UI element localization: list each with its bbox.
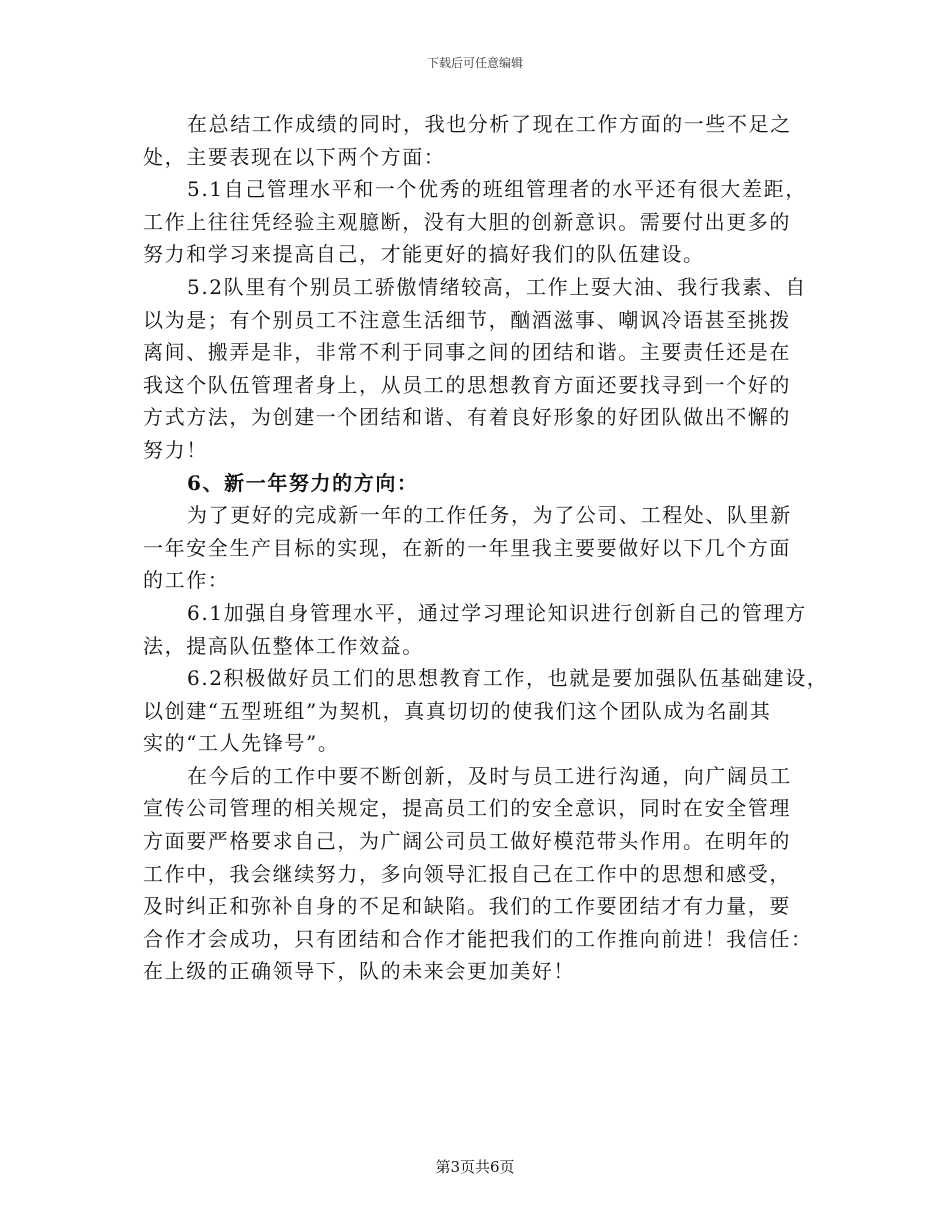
text-line: 在今后的工作中要不断创新，及时与员工进行沟通，向广阔员工 — [187, 763, 792, 788]
text-line: 努力！ — [143, 437, 208, 462]
text-line: 为了更好的完成新一年的工作任务，为了公司、工程处、队里新 — [187, 503, 792, 528]
text-line: 宣传公司管理的相关规定，提高员工们的安全意识，同时在安全管理 — [143, 796, 791, 821]
text-line: 在上级的正确领导下，队的未来会更加美好！ — [143, 959, 575, 984]
page-header: 下载后可任意编辑 — [426, 56, 523, 70]
text-line: 处，主要表现在以下两个方面： — [143, 144, 446, 169]
text-line: 6.2积极做好员工们的思想教育工作，也就是要加强队伍基础建设， — [187, 666, 829, 691]
text-line: 法，提高队伍整体工作效益。 — [143, 633, 424, 658]
text-line: 以为是；有个别员工不注意生活细节，酗酒滋事、嘲讽冷语甚至挑拨 — [143, 307, 791, 332]
text-line: 合作才会成功，只有团结和合作才能把我们的工作推向前进！我信任： — [143, 926, 813, 951]
text-line: 我这个队伍管理者身上，从员工的思想教育方面还要找寻到一个好的 — [143, 372, 791, 397]
section-heading: 6、新一年努力的方向： — [187, 470, 419, 495]
text-line: 工作中，我会继续努力，多向领导汇报自己在工作中的思想和感受， — [143, 861, 791, 886]
page-footer: 第3页共6页 — [435, 1158, 515, 1176]
text-line: 离间、搬弄是非，非常不利于同事之间的团结和谐。主要责任还是在 — [143, 340, 791, 365]
text-line: 方式方法，为创建一个团结和谐、有着良好形象的好团队做出不懈的 — [143, 405, 791, 430]
text-line: 努力和学习来提高自己，才能更好的搞好我们的队伍建设。 — [143, 242, 705, 267]
text-line: 实的“工人先锋号”。 — [143, 731, 340, 756]
text-line: 在总结工作成绩的同时，我也分析了现在工作方面的一些不足之 — [187, 112, 792, 136]
text-line: 以创建“五型班组”为契机，真真切切的使我们这个团队成为名副其 — [143, 698, 772, 723]
text-line: 6.1加强自身管理水平，通过学习理论知识进行创新自己的管理方 — [187, 600, 807, 625]
text-line: 及时纠正和弥补自身的不足和缺陷。我们的工作要团结才有力量，要 — [143, 894, 791, 919]
text-line: 方面要严格要求自己，为广阔公司员工做好模范带头作用。在明年的 — [143, 829, 791, 854]
text-line: 5.1自己管理水平和一个优秀的班组管理者的水平还有很大差距， — [187, 177, 807, 202]
document-body — [143, 108, 833, 988]
text-line: 一年安全生产目标的实现，在新的一年里我主要要做好以下几个方面 — [143, 535, 791, 560]
text-line: 工作上往往凭经验主观臆断，没有大胆的创新意识。需要付出更多的 — [143, 209, 791, 234]
text-line: 5.2队里有个别员工骄傲情绪较高，工作上耍大油、我行我素、自 — [187, 274, 807, 299]
text-line: 的工作： — [143, 568, 230, 593]
